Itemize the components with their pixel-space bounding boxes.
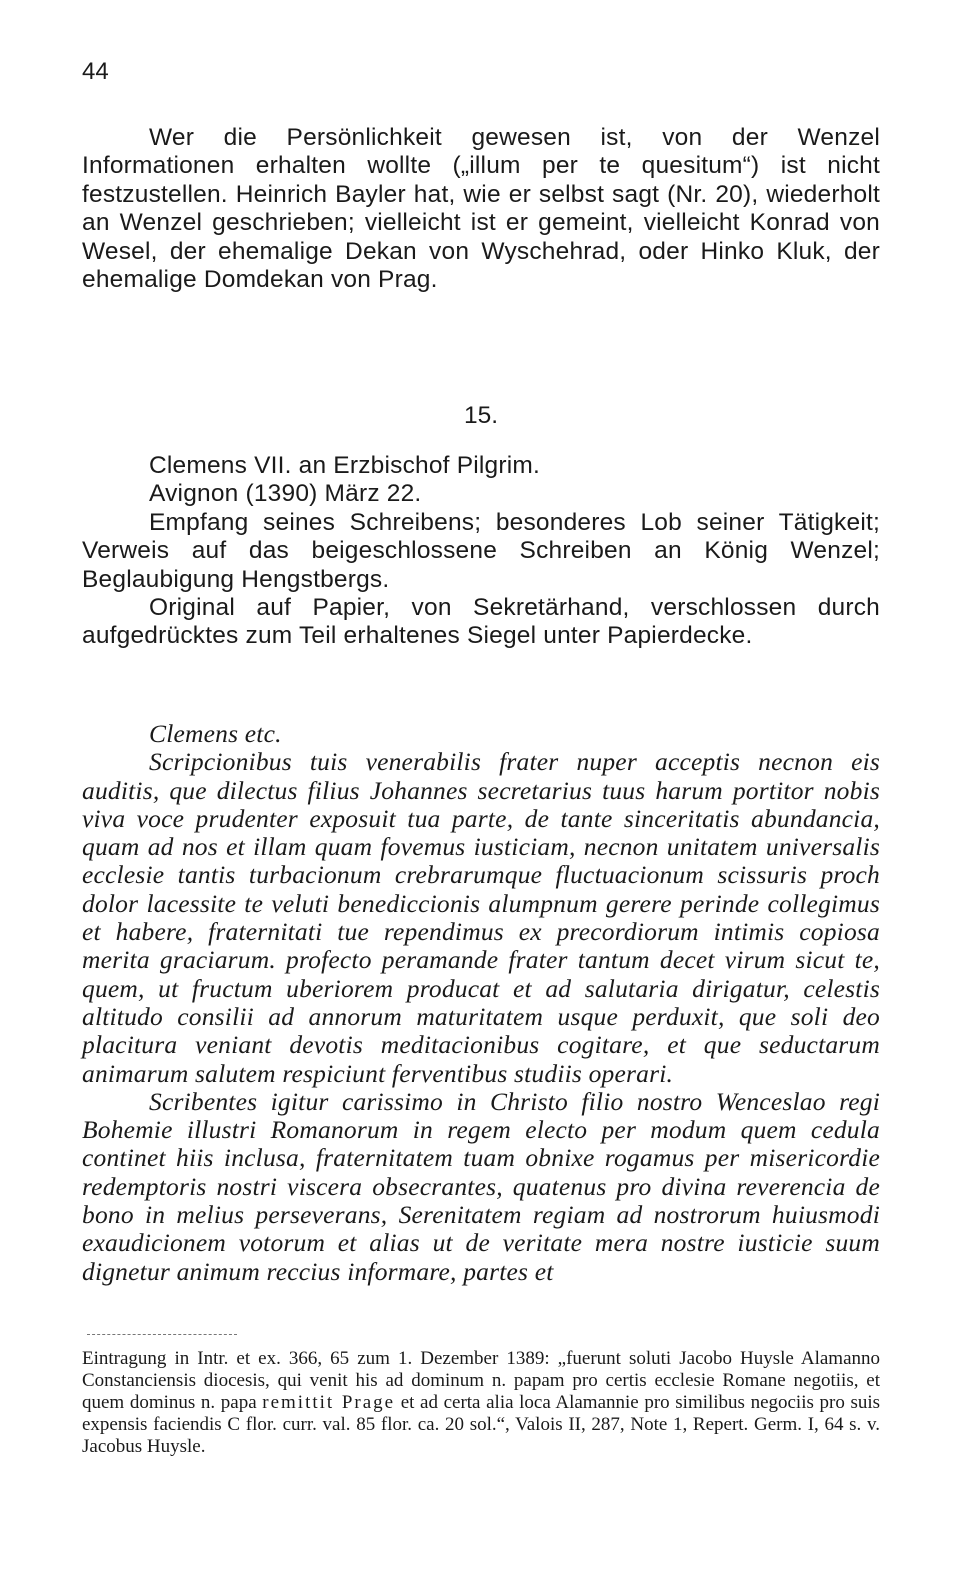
salutation: Clemens etc. (149, 719, 282, 748)
document-number: 15. (463, 402, 499, 429)
place-date: Avignon (1390) März 22. (149, 480, 422, 508)
intro-text: Wer die Persönlichkeit gewesen ist, von der Wenzel Informationen erhalten wollte („illum per te quesitum“) ist nicht festzustellen. Heinrich Bayler hat, wie er selbst sagt (Nr. 20), wiederholt an Wenzel geschrieben; vielleicht ist er gemeint, vielleicht Konrad von Wesel, der ehemalige Dekan von Wyschehrad, oder Hinko Kluk, der ehemalige Domdekan von Prag. (82, 124, 880, 294)
latin-paragraph-1: Scripcionibus tuis venerabilis frater nuper acceptis necnon eis auditis, que dilectus filius Johannes secretarius tuus harum portitor nobis viva voce prudenter exposuit tua parte, de tante sinceritatis abundancia, quam ad nos et illam quam fovemus iusticiam, necnon unitatem universalis ecclesie tantis turbacionum crebrarumque fluctuacionum scissuris proch dolor lacessite te veluti benediccionis alumpnum gerere perinde collegimus et habere, fraternitati tue rependimus ex precordiorum intimis copiosa merita graciarum. profecto peramande frater tantum decet virum sicut te, quem, ut fructum uberiorem producat et ad salutaria dirigatur, celestis altitudo consilii ad annorum maturitatem usque perduxit, que soli deo placitura veniant devotis meditacionibus cogitare, et que seductarum animarum salutem respiciunt ferventibus studiis operari. (82, 747, 880, 1088)
footnote-spaced-words: remittit Prage (262, 1392, 396, 1413)
document-regest (82, 452, 880, 651)
footnote-rule (87, 1334, 237, 1335)
sender-recipient: Clemens VII. an Erzbischof Pilgrim. (149, 452, 540, 479)
latin-paragraph-2: Scribentes igitur carissimo in Christo filio nostro Wenceslao regi Bohemie illustri Romanorum in regem electo per modum quem cedula continet hiis inclusa, fraternitatem tuam obnixe rogamus per misericordie redemptoris nostri viscera obsecrantes, quatenus pro divina reverencia de bono in melius perseverans, Serenitatem regiam ad nostrorum huiusmodi exaudicionem votorum et alias ut de veritate mera nostre iusticie suum dignetur animum reccius informare, partes et (82, 1086, 880, 1286)
summary: Empfang seines Schreibens; besonderes Lob seiner Tätigkeit; Verweis auf das beigeschlossene Schreiben an König Wenzel; Beglaubigung Hengstbergs. (82, 508, 880, 593)
footnote (82, 1348, 880, 1458)
footnote-text-after: et ad certa alia loca Alamannie pro similibus negociis pro suis expensis faciendis C flor. curr. val. 85 flor. ca. 20 sol.“, Valois II, 287, Note 1, Repert. Germ. I, 64 s. v. Jacobus Huysle. (82, 1392, 881, 1457)
intro-paragraph (82, 124, 880, 294)
page-number: 44 (82, 58, 109, 85)
footnote-text-before: Eintragung in Intr. et ex. 366, 65 zum 1. Dezember 1389: „fuerunt soluti Jacobo Huysle Alamanno Constanciensis diocesis, qui venit his ad dominum n. papam pro certis ecclesie Romane negotiis, et quem dominus n. papa (82, 1348, 880, 1413)
source-note: Original auf Papier, von Sekretärhand, verschlossen durch aufgedrücktes zum Teil erhaltenes Siegel unter Papierdecke. (82, 594, 880, 650)
latin-text (82, 720, 880, 1286)
